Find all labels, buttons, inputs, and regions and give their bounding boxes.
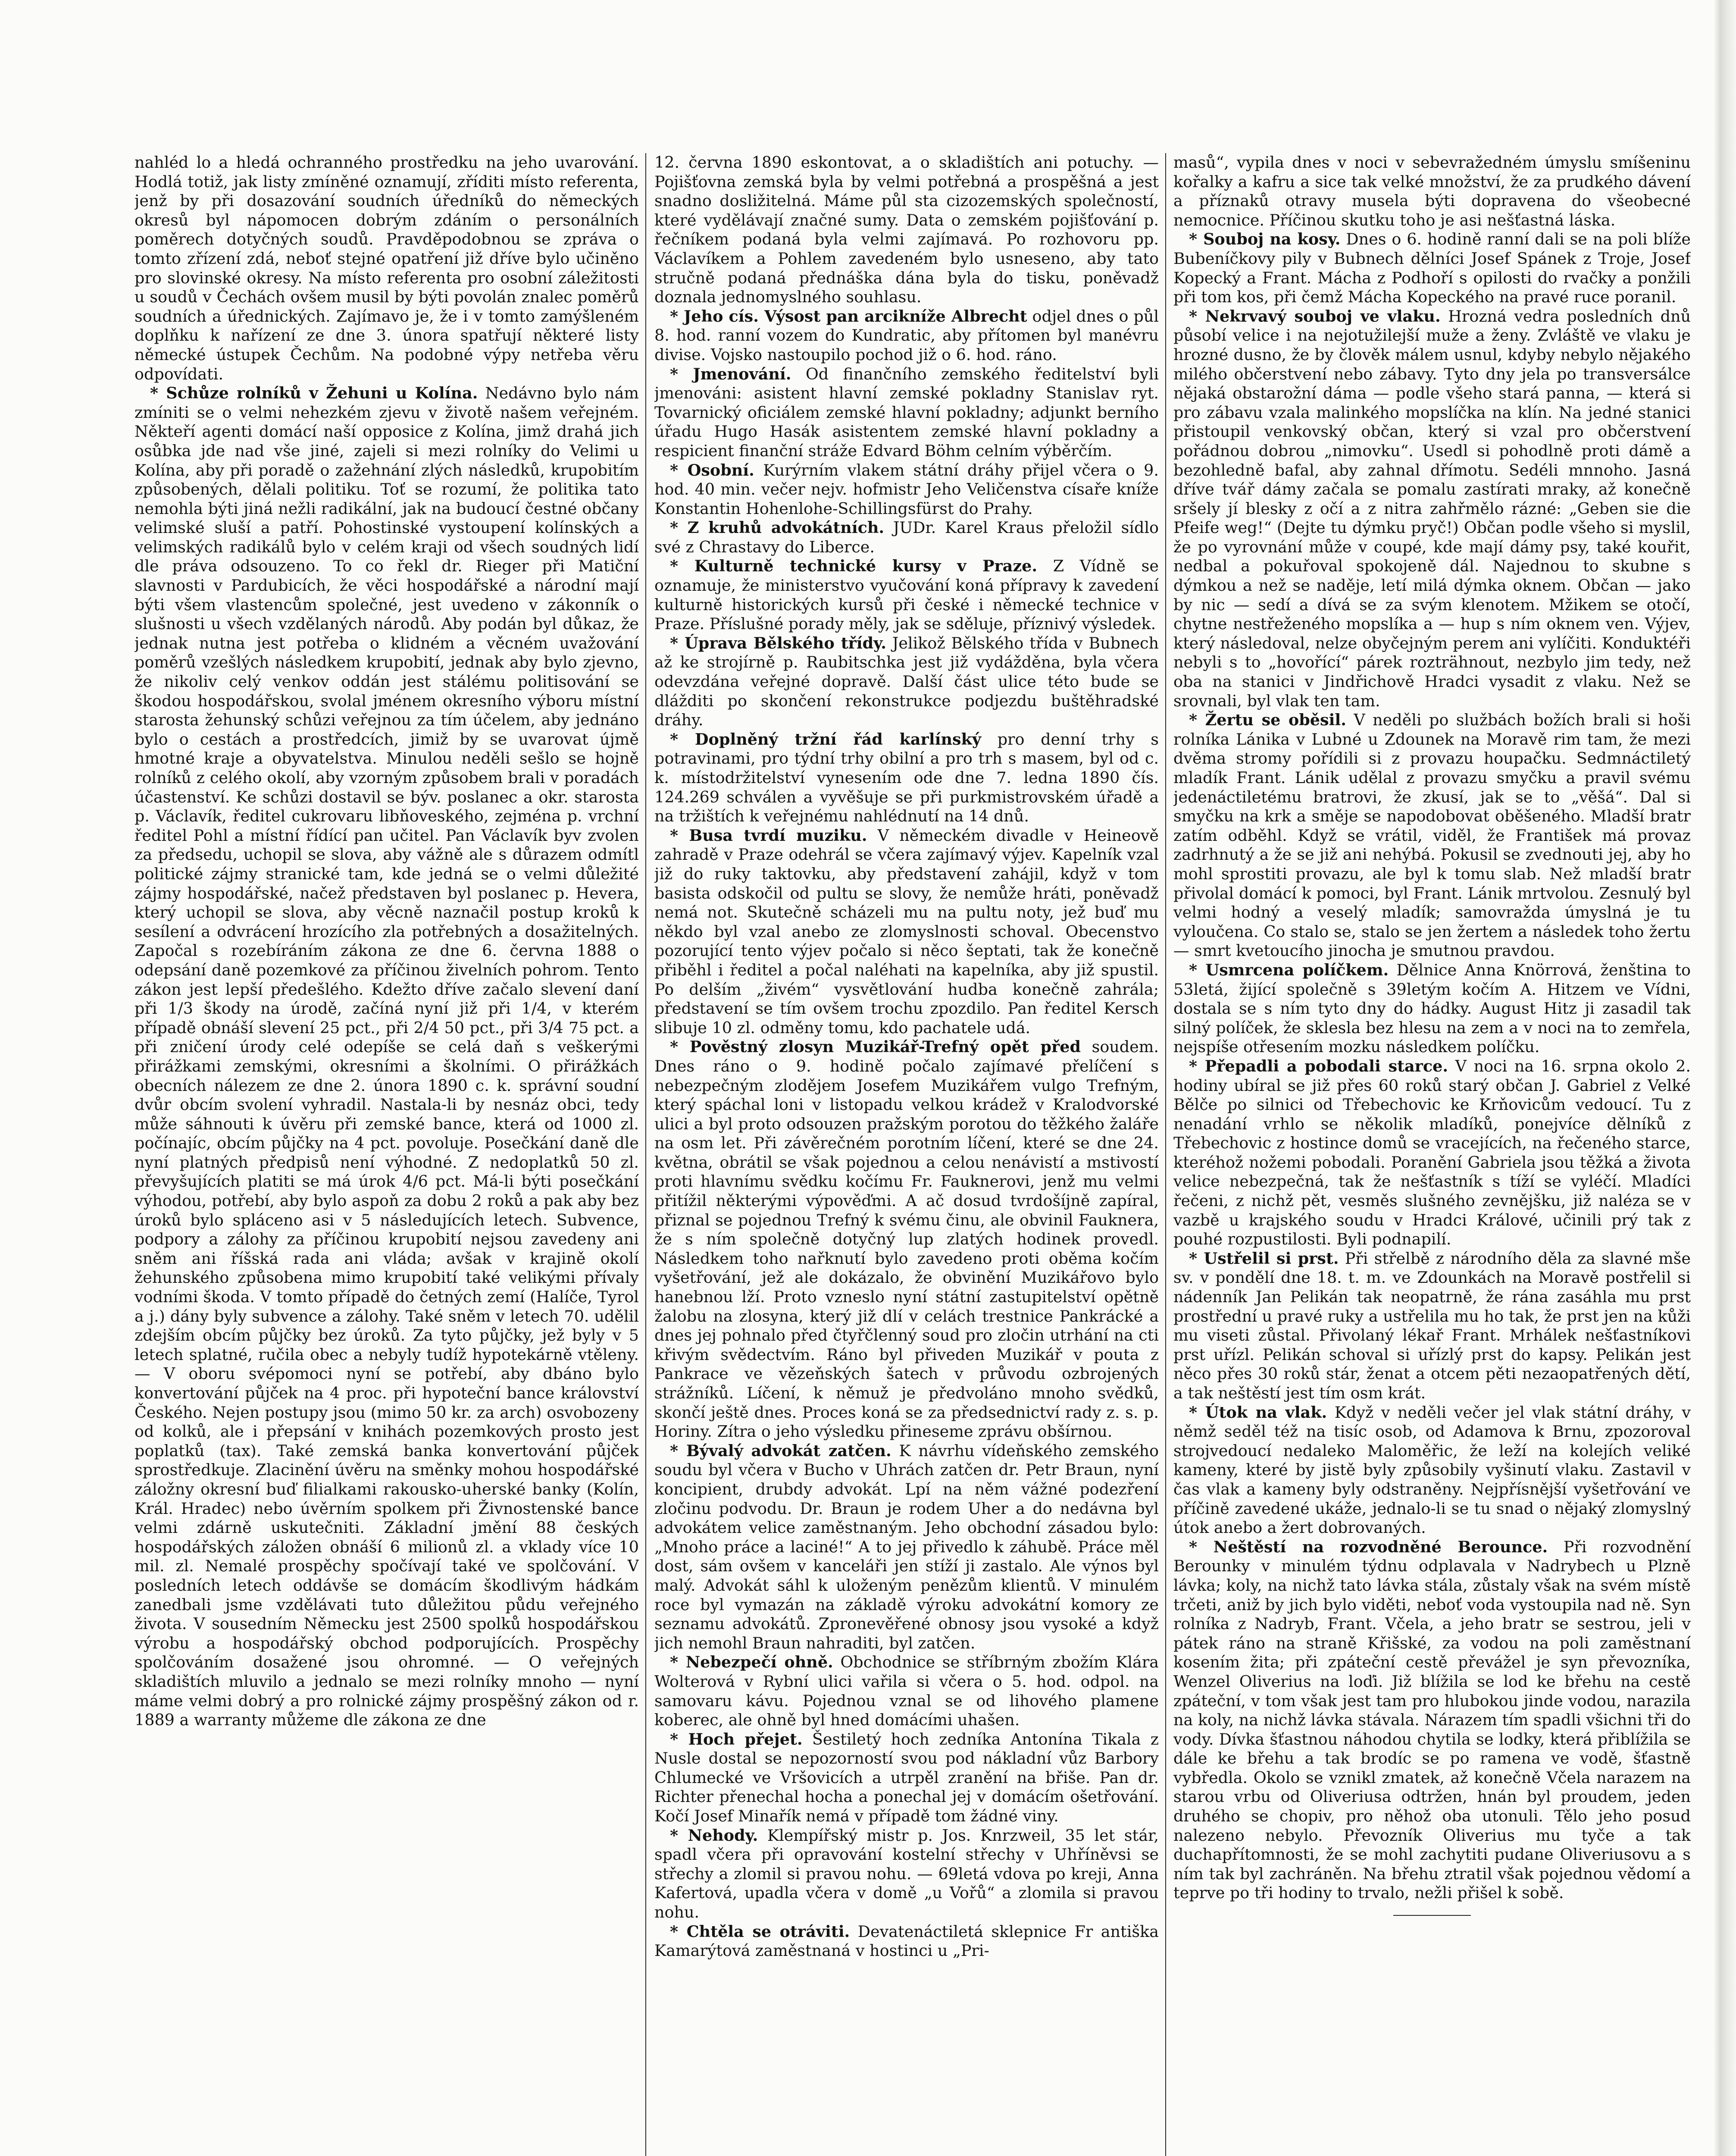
article-prepadeni: * Přepadli a pobodali starce. V noci na 16. srpna okolo 2. hodiny ubíral se již přes 60 roků starý občan J. Gabriel z Velké Bělče po silnici od Třebechovic ke Krňovicům vedoucí. Tu z nenadání vrhlo se několik mladíků, ponejvíce dělníků z Třebechovic z hostince domů se vracejících, na řečeného starce, kteréhož nožemi pobodali. Poranění Gabriela jsou těžká a života velice nebezpečná, tak že nešťastník s tíží se vyléčí. Mladíci řečeni, z nichž pět, vesměs slušného zevnějšku, již naléza se v vazbě u krajského soudu v Hradci Králové, učinili prý tak z pouhé rozpustilosti. Byli podnapilí.	[1173, 1056, 1691, 1249]
article-nebezpeci-ohne: * Nebezpečí ohně. Obchodnice se stříbrným zbožím Klára Wolterová v Rybní ulici vařila si včera o 5. hod. odpol. na samovaru kávu. Pojednou vznal se od lihového plamene koberec, ale ohně byl hned domácími uhašen.	[654, 1653, 1159, 1730]
article-continuation: masů“, vypila dnes v noci v sebevražedném úmyslu smíšeninu kořalky a kafru a sice tak velké množství, že za prudkého dávení a příznaků otravy musela býti dopravena do všeobecné nemocnice. Příčinou skutku toho je asi nešťastná láska.	[1173, 153, 1691, 229]
article-policek: * Usmrcena políčkem. Dělnice Anna Knörrová, ženština to 53letá, žijící společně s 39letým kočím A. Hitzem ve Vídni, dostala se s ním tyto dny do hádky. August Hitz ji zasadil tak silný políček, že sklesla bez hlesu na zem a v noci na to zemřela, nejspíše otřesením mozku následkem políčku.	[1173, 960, 1691, 1056]
end-rule	[1393, 1915, 1471, 1916]
article-trzni-rad: * Doplněný tržní řád karlínský pro denní trhy s potravinami, pro týdní trhy obilní a pro trh s masem, byl od c. k. místodržitelství vynesením ode dne 7. ledna 1890 čís. 124.269 schválen a vyvěšuje se při purkmistrovském úřadě a na tržištích k veřejnému nahlédnutí na 14 dnů.	[654, 730, 1159, 826]
column-right	[1173, 153, 1691, 2156]
article-continuation: 12. června 1890 eskontovat, a o skladištích ani potuchy. — Pojišťovna zemská byla by velmi potřebná a prospěšná a jest snadno dosližitelná. Máme půl sta cizozemských společností, které vydělávají značné sumy. Data o zemském pojišťování p. řečníkem podaná byla velmi zajímavá. Po rozhovoru pp. Václavíkem a Pohlem zavedeném bylo usneseno, aby tato stručně podaná přednáška dána byla do tisku, poněvadž doznala jednomyslného souhlasu.	[654, 153, 1159, 307]
article-schuze-rolniku	[135, 384, 639, 1730]
article-arcikníže: * Jeho cís. Výsost pan arcikníže Albrecht odjel dnes o půl 8. hod. ranní vozem do Kundratic, aby přítomen byl manévru divise. Vojsko nastoupilo pochod již o 6. hod. ráno.	[654, 307, 1159, 364]
headline: * Schůze rolníků v Žehuni u Kolína.	[150, 384, 478, 403]
column-divider	[645, 153, 646, 2156]
article-zert: * Žertu se oběsil. V neděli po službách božích brali si hoši rolníka Lánika v Lubné u Zdounek na Moravě rim tam, že mezi dvěma stromy pořídili si z provazu houpačku. Sedmnáctiletý mladík Frant. Lánik udělal z provazu smyčku a pravil svému jedenáctiletému bratrovi, že zkusí, jak se to „věšá“. Dal si smyčku na krk a směje se napodobovat oběšeného. Mladší bratr zatím odběhl. Když se vrátil, viděl, že František má provaz zadrhnutý a že se již ani nehýbá. Pokusil se zvednouti jej, aby ho mohl sprostiti provazu, ale byl k tomu slab. Než mladší bratr přivolal domácí k pomoci, byl Frant. Lánik mrtvolou. Zesnulý byl velmi hodný a veselý mladík; samovražda úmyslná je tu vyloučena. Co stalo se, stalo se jen žertem a následek toho žertu — smrt kvetoucího jinocha je smutnou pravdou.	[1173, 711, 1691, 960]
column-middle	[654, 153, 1159, 2156]
article-muzikar: * Pověstný zlosyn Muzikář-Trefný opět před soudem. Dnes ráno o 9. hodině počalo zajímavé přelíčení s nebezpečným zlodějem Josefem Muzikářem vulgo Trefným, který spáchal loni v listopadu velkou krádež v Kralodvorské ulici a byl proto odsouzen pražským porotou do těžkého žaláře na osm let. Při závěrečném porotním líčení, které se dne 24. května, obrátil se však pojednou a celou nenávistí a mstivostí proti hlavnímu svědku kočímu Fr. Fauknerovi, jenž mu velmi přitížil některými výpověďmi. A ač dosud tvrdošíjně zapíral, přiznal se pojednou Trefný k svému činu, ale obvinil Fauknera, že s ním společně dotyčný lup zlatých hodinek provedl. Následkem toho nařknutí bylo zavedeno proti oběma kočím vyšetřování, jež ale dokázalo, že obvinění Muzikářovo bylo hanebnou lží. Proto vzneslo nyní státní zastupitelství opětně žalobu na zlosyna, který již dlí v celách trestnice Pankrácké a dnes jej pohnalo před čtyřčlenný soud pro zločin utrhání na cti křivým svědectvím. Ráno byl přiveden Muzikář v pouta z Pankrace ve vězeňských šatech v průvodu ozbrojených strážníků. Líčení, k němuž je předvoláno mnoho svědků, skončí ještě dnes. Proces koná se za předsednictví rady z. s. p. Horiny. Zítra o jeho výsledku přineseme zprávu obšírnou.	[654, 1037, 1159, 1441]
article-osobni: * Osobní. Kurýrním vlakem státní dráhy přijel včera o 9. hod. 40 min. večer nejv. hofmistr Jeho Veličenstva císaře kníže Konstantin Hohenlohe-Schillingsfürst do Prahy.	[654, 461, 1159, 518]
article-prst: * Ustřelil si prst. Při střelbě z národního děla za slavné mše sv. v pondělí dne 18. t. m. ve Zdounkách na Moravě postřelil si nádenník Jan Pelikán tak neopatrně, že rána zasáhla mu prst prostřední u pravé ruky a ustřelila mu ho tak, že prst jen na kůži mu viseti zůstal. Přivolaný lékař Frant. Mrhálek nešťastníkovi prst uřízl. Pelikán schoval si uřízlý prst do kapsy. Pelikán jest něco přes 30 roků stár, ženat a otcem pěti nezaopatřených dětí, a tak neštěstí jest tím osm krát.	[1173, 1249, 1691, 1402]
column-divider	[1165, 153, 1166, 2156]
column-left	[135, 153, 639, 2156]
article-advokati: * Z kruhů advokátních. JUDr. Karel Kraus přeložil sídlo své z Chrastavy do Liberce.	[654, 518, 1159, 556]
article-souboj-vlak: * Nekrvavý souboj ve vlaku. Hrozná vedra posledních dnů působí velice i na nejotužilejší muže a ženy. Zvláště ve vlaku je hrozné dusno, že by člověk málem usnul, kdyby nebylo nějakého milého občerstvení nebo zábavy. Tyto dny jela po transversálce nějaká obstarožní dáma — podle všeho stará panna, — která si pro zábavu vzala malinkého mopslíčka na klín. Na jedné stanici přistoupil venkovský občan, který si vzal pro občerstvení pořádnou dobrou „nimovku“. Usedl si pohodlně proti dámě a bezohledně bafal, aby zahnal dřímotu. Sedéli mnnoho. Jasná dříve tvář dámy začala se pomalu zastírati mraky, až konečně sršely jí blesky z očí a z nitra zahřmělo rázné: „Geben sie die Pfeife weg!“ (Dejte tu dýmku pryč!) Občan podle všeho si myslil, že po vyrovnání může v coupé, kde mají dámy psy, také kouřit, nedbal a pokuřoval spokojeně dál. Najednou to skubne s dýmkou a než se naděje, letí milá dýmka oknem. Občan — jako by nic — sedí a dívá se za svým klenotem. Mžikem se otočí, chytne nestřeženého mopslíka a — hup s ním oknem ven. Výjev, který následoval, nelze obyčejným perem ani vylíčiti. Konduktéři nebyli s to „hovořící“ párek rozträhnout, nezbylo jim tedy, než oba na stanici v Jindřichově Hradci vysadit z vlaku. Než se srovnali, byl vlak ten tam.	[1173, 307, 1691, 710]
article-nehody: * Nehody. Klempířský mistr p. Jos. Knrzweil, 35 let stár, spadl včera při opravování kostelní střechy v Uhříněvsi se střechy a zlomil si pravou nohu. — 69letá vdova po kreji, Anna Kafertová, upadla včera v domě „u Vořů“ a zlomila si pravou nohu.	[654, 1826, 1159, 1922]
article-advokat-zatcen: * Bývalý advokát zatčen. K návrhu vídeňského zemského soudu byl včera v Bucho v Uhrách zatčen dr. Petr Braun, nyní koncipient, drubdy advokát. Lpí na něm vážné podezření zločinu podvodu. Dr. Braun je rodem Uher a do nedávna byl advokátem velice zaměstnaným. Jeho obchodní zásadou bylo: „Mnoho práce a laciné!“ A to jej přivedlo k záhubě. Práce měl dost, sám ovšem v kanceláři jen stíží ji zastalo. Ale výnos byl malý. Advokát sáhl k uloženým penězům klientů. V minulém roce byl vymazán na základě výroku advokátní komory ze seznamu advokátů. Zpronevěřené obnosy jsou vysoké a když jich nemohl Braun nahraditi, byl zatčen.	[654, 1441, 1159, 1652]
article-utok-vlak: * Útok na vlak. Když v neděli večer jel vlak státní dráhy, v němž seděl též na tisíc osob, od Adamova k Brnu, zpozoroval strojvedoucí nedaleko Maloměřic, že leží na kolejích veliké kameny, které by jistě byly způsobily vyšinutí vlaku. Zastavil v čas vlak a kameny byly odstraněny. Nejpřísnější vyšetřování ve příčině zavedené ukáže, jednalo-li se tu snad o nějaký zlomyslný útok anebo a žert dobrovaných.	[1173, 1403, 1691, 1537]
scan-border	[1714, 0, 1736, 2156]
article-kursy: * Kulturně technické kursy v Praze. Z Vídně se oznamuje, že ministerstvo vyučování koná přípravy k zavedení kulturně historických kursů při české i německé technice v Praze. Příslušné porady měly, jak se sděluje, příznivý výsledek.	[654, 557, 1159, 633]
article-jmenovani: * Jmenování. Od finančního zemského ředitelství byli jmenováni: asistent hlavní zemské pokladny Stanislav ryt. Tovarnický oficiálem zemské hlavní pokladny; adjunkt berního úřadu Hugo Hasák asistentem zemské hlavní pokladny a respicient finanční stráže Edvard Böhm celním výběrčím.	[654, 364, 1159, 460]
article-berounka: * Neštěstí na rozvodněné Berounce. Při rozvodnění Berounky v minulém týdnu odplavala v Nadrybech u Plzně lávka; koly, na nichž tato lávka stála, zůstaly však na svém místě trčeti, aniž by jich bylo viděti, neboť voda vystoupila nad ně. Syn rolníka z Nadryb, Frant. Včela, a jeho bratr se sestrou, jeli v pátek ráno na straně Křišské, za vodou na poli zaměstnaní kosením žita; při zpáteční cestě převážel je syn převozníka, Wenzel Oliverius na loďi. Již blížila se lod ke břehu na cestě zpáteční, v tom však jest tam pro hlubokou jinde vodou, narazila na koly, na nichž lávka stávala. Nárazem tím spadli všichni tři do vody. Dívka šťastnou náhodou chytila se lodky, která přiblížila se dále ke břehu a tak brodíc se po ramena ve vodě, šťastně vybředla. Okolo se vznikl zmatek, až konečně Včela narazem na starou vrbu od Oliveriusa odtržen, hnán byl proudem, jeden druhého se chopiv, pro něhož oba utonuli. Tělo jeho posud nalezeno nebylo. Převozník Oliverius mu tyče a tak duchapřítomnosti, že se mohl zachytiti pudane Oliveriusovu a s ním tak byl zachráněn. Na břehu ztratil však pojednou vědomí a teprve po tři hodiny to trvalo, nežli přišel k sobě.	[1173, 1537, 1691, 1902]
article-body: Nedávno bylo nám zmíniti se o velmi nehezkém zjevu v životě našem veřejném. Někteří agenti domácí naší opposice z Kolína, jimž drahá jich osůbka jde nad vše jiné, zajeli si mezi rolníky do Velimi u Kolína, aby při poradě o zažehnání zlých následků, krupobitím způsobených, dělali politiku. Toť se rozumí, že politika tato nemohla býti jiná nežli radikální, jak na budoucí čestné občany velimské sluší a patří. Pohostinské vystoupení kolínských a velimských radikálů bylo v celém kraji od všech soudných lidí dle práva odsouzeno. To co řekl dr. Rieger při Matiční slavnosti v Pardubicích, že věci hospodářské a národní mají býti všem vlastencům společné, jest uvedeno v zákonník o slušnosti u všech vzdělaných národů. Aby podán byl důkaz, že jednak nutna jest potřeba o klidném a věcném uvažování poměrů vzešlých následkem krupobití, jednak aby bylo zjevno, že nikoliv celý venkov oddán jest stálému politisování se škodou hospodářskou, svolal jménem okresního výboru místní starosta žehunský schůzi veřejnou za tím účelem, aby jednáno bylo o cestách a prostředcích, jimiž by se uvarovat újmě hmotné kraje a obyvatelstva. Minulou neděli sešlo se hojně rolníků z celého okolí, aby vzorným způsobem brali v poradách účastenství. Ke schůzi dostavil se býv. poslanec a okr. starosta p. Václavík, ředitel cukrovaru libňoveského, zejména p. vrchní ředitel Pohl a místní řídící pan učitel. Pan Václavík byv zvolen za předsedu, uchopil se slova, aby vážně ale s důrazem odmítl politické zájmy stranické tam, kde jedná se o velmi důležité zájmy hospodářské, načež představen byl poslanec p. Hevera, který uchopil se slova, aby věcně naznačil postup kroků k sesílení a odvrácení hrozícího zla potřebných a dosažitelných. Započal s rozebíráním zákona ze dne 6. června 1888 o odepsání daně pozemkové za příčinou živelních pohrom. Tento zákon jest lepší předešlého. Kdežto dříve začalo slevení daní při 1/3 škody na úrodě, začíná nyní již při 1/4, v kterém případě obnáší slevení 25 pct., při 2/4 50 pct., při 3/4 75 pct. a při zničení úrody celé odepíše se celá daň s veškerými přirážkami zemskými, okresními a školními. O přirážkách obecních nálezem ze dne 2. února 1890 c. k. správní soudní dvůr obcím svolení vyhradil. Nastala-li by nesnáz obci, tedy může sáhnouti k úvěru při zemské bance, která od 1000 zl. počínajíc, obcím půjčky na 4 pct. povoluje. Posečkání daně dle nyní platných předpisů není výhodné. Z nedoplatků 50 zl. převyšujících platiti se má úrok 4/6 pct. Má-li býti posečkání výhodou, potřebí, aby bylo aspoň za dobu 2 roků a pak aby bez úroků bylo spláceno asi v 5 následujících letech. Subvence, podpory a zálohy za příčinou krupobití nejsou zavedeny ani sněm ani říšská rada ani vláda; avšak v krajině okolí žehunského způsobena mimo krupobití také velikými přívaly vodními škoda. V tomto případě do četných zemí (Halíče, Tyrol a j.) dány byly subvence a zálohy. Také sněm v letech 70. udělil zdejším obcím půjčky bez úroků. Za tyto půjčky, jež byly v 5 letech splatné, ručila obec a nebyly tudíž hypotekárně vtěleny. — V oboru svépomoci nyní se potřebí, aby dbáno bylo konvertování půjček na 4 proc. při hypoteční bance království Českého. Nejen postupy jsou (mimo 50 kr. za arch) osvobozeny od kolků, ale i přepsání v knihách pozemkových prosto jest poplatků (tax). Také zemská banka konvertování půjček sprostředkuje. Zlacinění úvěru na směnky mohou hospodářské záložny okresní buď filialkami rakousko-uherské banky (Kolín, Král. Hradec) nebo úvěrním spolkem při Živnostenské bance velmi zdárně uskutečniti. Základní jmění 88 českých hospodářských záložen obnáší 6 milionů zl. a vklady více 10 mil. zl. Nemalé prospěchy spočívají také ve spolčování. V posledních letech oddávše se domácím škodlivým hádkám zanedbali jsme vzdělávati tuto důležitou půdu veřejného života. V sousedním Německu jest 2500 spolků hospodářskou výrobu a hospodářský obchod podporujících. Prospěchy spolčováním dosažené jsou ohromné. — O veřejných skladištích mluvilo a jednalo se mezi rolníky mnoho — nyní máme velmi dobrý a pro rolnické zájmy prospěšný zákon od r. 1889 a warranty můžeme dle zákona ze dne	[135, 384, 639, 1730]
article-busa: * Busa tvrdí muziku. V německém divadle v Heineově zahradě v Praze odehrál se včera zajímavý výjev. Kapelník vzal již do ruky taktovku, aby představení zahájil, když v tom basista odskočil od pultu se slovy, že nemůže hráti, poněvadž nemá not. Skutečně scházeli mu na pultu noty, jež buď mu někdo byl vzal anebo ze zlomyslnosti schoval. Obecenstvo pozorující tento výjev počalo si něco šeptati, tak že konečně přiběhl i ředitel a počal naléhati na kapelníka, aby již spustil. Po delším „živém“ vysvětlování hudba konečně zahrála; představení se tím ovšem trochu zpozdilo. Pan ředitel Kersch slibuje 10 zl. odměny tomu, kdo pachatele udá.	[654, 826, 1159, 1037]
article-hoch-prejet: * Hoch přejet. Šestiletý hoch zedníka Antonína Tikala z Nusle dostal se nepozorností svou pod nákladní vůz Barbory Chlumecké ve Vršovicích a utrpěl zranění na břiše. Pan dr. Richter přenechal hocha a ponechal jej v domácím ošetřování. Kočí Josef Minařík nemá v případě tom žádné viny.	[654, 1730, 1159, 1826]
article-continuation: nahléd lo a hledá ochranného prostředku na jeho uvarování. Hodlá totiž, jak listy zmíněné oznamují, zříditi místo referenta, jenž by při dosazování soudních úředníků do německých okresů byl nápomocen dobrým zdáním o personálních poměrech dotyčných soudů. Pravděpodobnou se zpráva o tomto zřízení zdá, neboť stejné opatření již dříve bylo učiněno pro slovinské okresy. Na místo referenta pro osobní záležitosti u soudů v Čechách ovšem musil by býti povolán znalec poměrů soudních a úřednických. Zajímavo je, že i v tomto zamýšleném doplňku k nařízení ze dne 3. února spatřují některé listy německé ústupek Čechům. Na podobné výpy netřeba věru odpovídati.	[135, 153, 639, 383]
article-souboj-kosy: * Souboj na kosy. Dnes o 6. hodině ranní dali se na poli blíže Bubeníčkovy pily v Bubnech dělníci Josef Spánek z Troje, Josef Kopecký a Frant. Mácha z Podhoří s opilosti do rvačky a ponžili při tom kos, při čemž Mácha Kopeckého na pravé ruce poranil.	[1173, 230, 1691, 307]
article-belskeho-trida: * Úprava Bělského třídy. Jelikož Bělského třída v Bubnech až ke strojírně p. Raubitschka jest již vydážděna, byla včera odevzdána veřejné dopravě. Další část ulice této bude se dlážditi po skončení rekonstrukce podjezdu buštěhradské dráhy.	[654, 633, 1159, 730]
article-otrava: * Chtěla se otráviti. Devatenáctiletá sklepnice Fr antiška Kamarýtová zaměstnaná v hostinci u „Pri-	[654, 1922, 1159, 1960]
